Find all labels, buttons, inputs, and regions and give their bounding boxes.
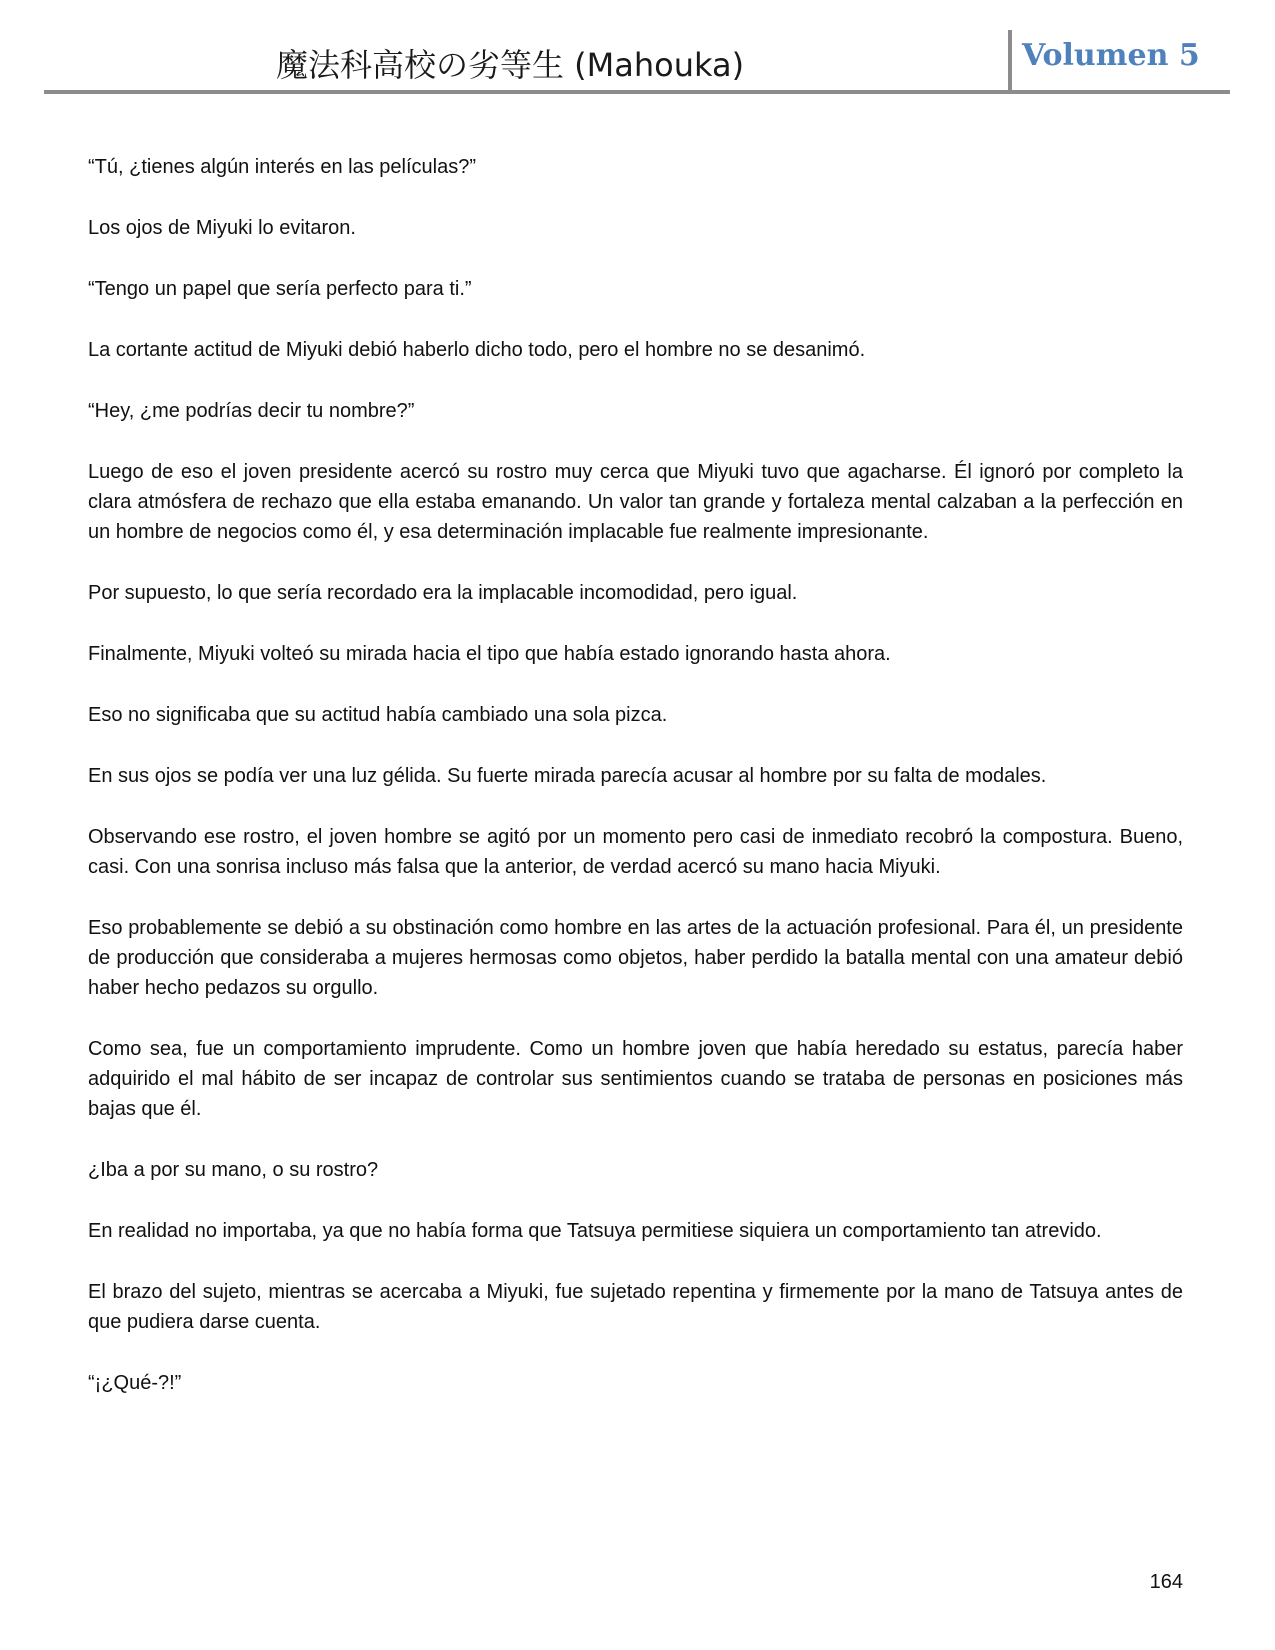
header-rule xyxy=(44,90,1230,94)
paragraph: Luego de eso el joven presidente acercó su rostro muy cerca que Miyuki tuvo que agacharse. Él ignoró por completo la clara atmósfera de rechazo que ella estaba emanando. Un valor tan grande y fortaleza mental calzaban a la perfección en un hombre de negocios como él, y esa determinación implacable fue realmente impresionante. xyxy=(88,461,1183,543)
paragraph: El brazo del sujeto, mientras se acercaba a Miyuki, fue sujetado repentina y firmemente por la mano de Tatsuya antes de que pudiera darse cuenta. xyxy=(88,1281,1183,1333)
paragraph: En sus ojos se podía ver una luz gélida. Su fuerte mirada parecía acusar al hombre por su falta de modales. xyxy=(88,765,1047,787)
page-number: 164 xyxy=(1149,1571,1183,1593)
paragraph: La cortante actitud de Miyuki debió haberlo dicho todo, pero el hombre no se desanimó. xyxy=(88,339,866,361)
paragraph: “Tú, ¿tienes algún interés en las películas?” xyxy=(88,156,476,178)
paragraph: En realidad no importaba, ya que no había forma que Tatsuya permitiese siquiera un comportamiento tan atrevido. xyxy=(88,1220,1102,1242)
page-header xyxy=(44,30,1230,92)
body-text xyxy=(88,152,1183,1429)
paragraph: “¡¿Qué-?!” xyxy=(88,1372,182,1394)
paragraph: Los ojos de Miyuki lo evitaron. xyxy=(88,217,356,239)
header-divider xyxy=(1008,30,1012,92)
paragraph: ¿Iba a por su mano, o su rostro? xyxy=(88,1159,379,1181)
paragraph: Como sea, fue un comportamiento imprudente. Como un hombre joven que había heredado su estatus, parecía haber adquirido el mal hábito de ser incapaz de controlar sus sentimientos cuando se trataba de personas en posiciones más bajas que él. xyxy=(88,1038,1183,1120)
paragraph: Por supuesto, lo que sería recordado era la implacable incomodidad, pero igual. xyxy=(88,582,798,604)
header-title: 魔法科高校の劣等生 (Mahouka) xyxy=(276,46,745,84)
paragraph: Finalmente, Miyuki volteó su mirada hacia el tipo que había estado ignorando hasta ahora. xyxy=(88,643,891,665)
paragraph: Eso probablemente se debió a su obstinación como hombre en las artes de la actuación profesional. Para él, un presidente de producción que consideraba a mujeres hermosas como objetos, haber perdido la batalla mental con una amateur debió haber hecho pedazos su orgullo. xyxy=(88,917,1183,999)
header-volume: Volumen 5 xyxy=(1022,38,1200,73)
paragraph: Observando ese rostro, el joven hombre se agitó por un momento pero casi de inmediato recobró la compostura. Bueno, casi. Con una sonrisa incluso más falsa que la anterior, de verdad acercó su mano hacia Miyuki. xyxy=(88,826,1183,878)
paragraph: “Tengo un papel que sería perfecto para ti.” xyxy=(88,278,472,300)
paragraph: Eso no significaba que su actitud había cambiado una sola pizca. xyxy=(88,704,668,726)
paragraph: “Hey, ¿me podrías decir tu nombre?” xyxy=(88,400,415,422)
